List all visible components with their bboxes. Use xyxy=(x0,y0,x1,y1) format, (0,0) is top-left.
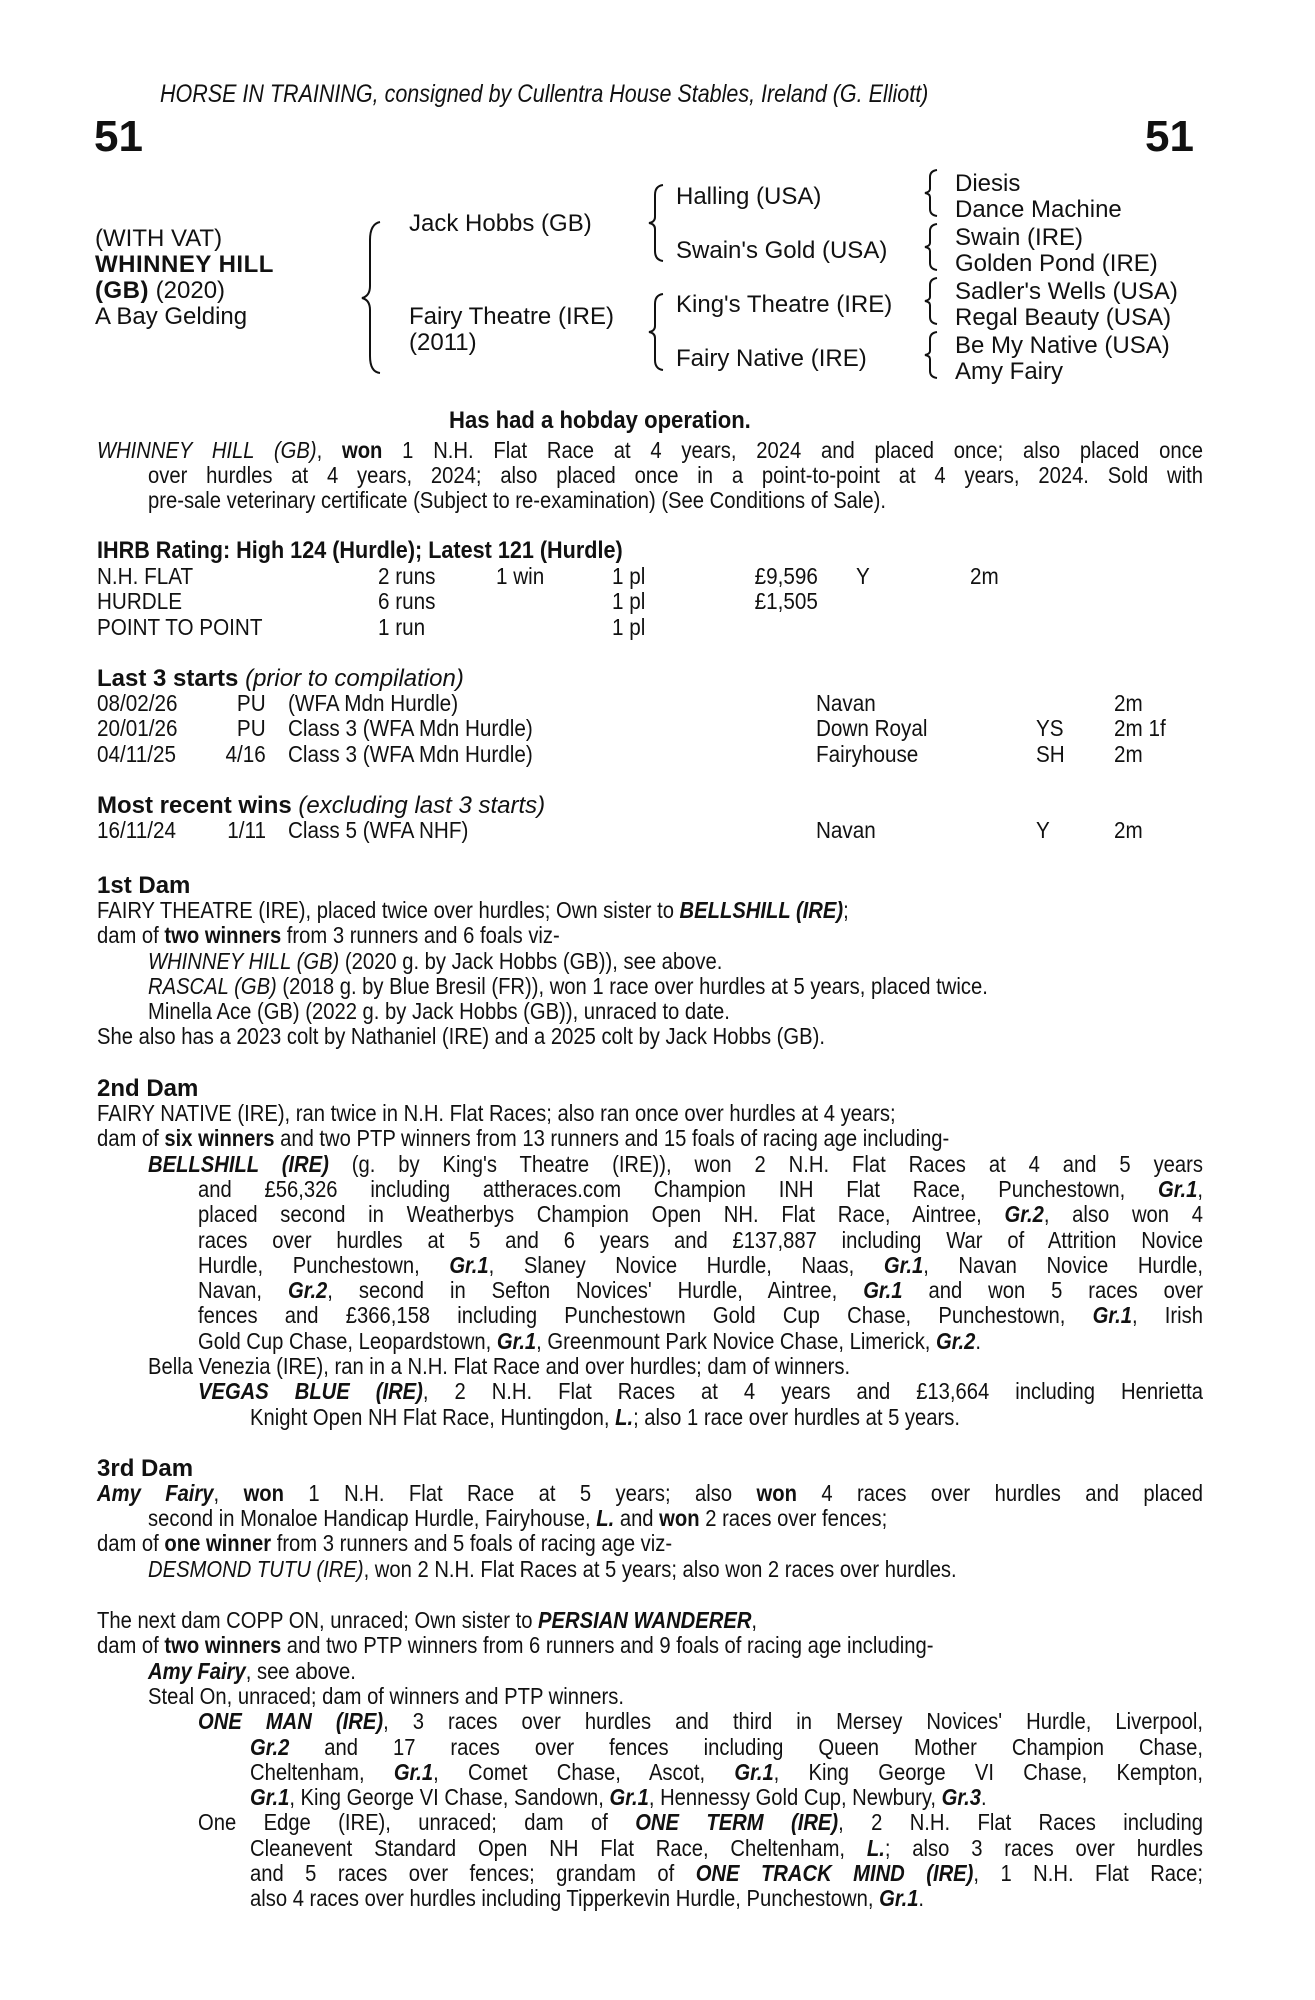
text-segment: She also has a 2023 colt by Nathaniel (IRE) and a 2025 colt by Jack Hobbs (GB). xyxy=(97,1023,825,1049)
text-segment: , second in Sefton Novices' Hurdle, Aintree, xyxy=(327,1277,864,1304)
cell-distance: 2m xyxy=(970,563,999,589)
first-dam-heading: 1st Dam xyxy=(97,872,191,899)
horse-name: WHINNEY HILL xyxy=(95,251,274,278)
text-line xyxy=(148,1683,701,1709)
pedigree-dam: Fairy Theatre (IRE) xyxy=(409,303,614,330)
text-line-content xyxy=(148,462,1203,488)
text-segment: also 4 races over hurdles including Tipperkevin Hurdle, Punchestown, xyxy=(250,1885,880,1912)
text-line-content xyxy=(97,1607,757,1633)
text-segment: and £56,326 including attheraces.com Champion INH Flat Race, Punchestown, xyxy=(198,1175,1159,1202)
cell-type: POINT TO POINT xyxy=(97,613,263,640)
cell-race: Class 3 (WFA Mdn Hurdle) xyxy=(288,715,533,742)
horse-year: (2020) xyxy=(148,277,226,304)
cell-runs: 1 run xyxy=(378,613,426,640)
text-segment: Navan, xyxy=(198,1277,288,1304)
vat-label: (WITH VAT) xyxy=(95,225,223,252)
text-line-content xyxy=(148,1151,1203,1177)
text-segment: dam of xyxy=(97,1125,165,1152)
cell-course: Navan xyxy=(816,817,876,843)
cell-date: 04/11/25 xyxy=(97,740,176,767)
cell-runs: 6 runs xyxy=(378,588,436,615)
emphasis-segment: won xyxy=(243,1480,284,1506)
emphasis-segment: Gr.1 xyxy=(609,1784,649,1811)
emphasis-segment: Amy Fairy xyxy=(97,1480,214,1506)
text-segment: , Irish xyxy=(1131,1302,1203,1329)
text-segment: One Edge (IRE), unraced; dam of xyxy=(198,1809,636,1836)
emphasis-segment: DESMOND TUTU (IRE) xyxy=(148,1556,364,1582)
cell-race: (WFA Mdn Hurdle) xyxy=(288,690,459,716)
emphasis-segment: Gr.1 xyxy=(863,1277,903,1304)
consignor-header-text: HORSE IN TRAINING, consigned by Cullentra House Stables, Ireland (G. Elliott) xyxy=(160,80,929,108)
emphasis-segment: BELLSHILL (IRE) xyxy=(148,1150,329,1177)
emphasis-segment: Gr.2 xyxy=(287,1277,328,1304)
text-segment: Gold Cup Chase, Leopardstown, xyxy=(198,1327,497,1354)
text-segment: , xyxy=(213,1480,244,1506)
hobday-notice-text: Has had a hobday operation. xyxy=(449,407,751,434)
emphasis-segment: Amy Fairy xyxy=(148,1657,246,1684)
emphasis-segment: won xyxy=(659,1505,700,1531)
cell-pos: 1/11 xyxy=(227,817,266,843)
text-line xyxy=(148,1151,1203,1177)
text-line xyxy=(148,998,825,1024)
text-segment: Steal On, unraced; dam of winners and PTP winners. xyxy=(148,1682,624,1709)
text-line-content xyxy=(148,1683,624,1709)
text-line-content xyxy=(148,1353,850,1379)
recent-wins-title: Most recent wins xyxy=(97,792,292,819)
pedigree-ggp: Diesis xyxy=(955,170,1021,197)
emphasis-segment: BELLSHILL (IRE) xyxy=(679,897,844,923)
text-line-content xyxy=(250,1885,924,1911)
text-line-content xyxy=(198,1302,1203,1328)
emphasis-segment: Gr.1 xyxy=(883,1251,924,1278)
text-line-content xyxy=(250,1784,987,1810)
cell-type: HURDLE xyxy=(97,588,183,615)
pedigree-brace-main xyxy=(360,220,384,375)
text-line xyxy=(148,1658,390,1684)
lot-number-left: 51 xyxy=(94,112,143,161)
text-segment: and xyxy=(614,1505,660,1531)
text-segment: Hurdle, Punchestown, xyxy=(198,1251,450,1278)
text-segment: , 2 N.H. Flat Races at 4 years and £13,664 including Henrietta xyxy=(422,1378,1203,1405)
text-segment: 1 N.H. Flat Race at 4 years, 2024 and placed once; also placed once xyxy=(382,437,1203,463)
emphasis-segment: Gr.1 xyxy=(449,1251,489,1278)
text-segment: Minella Ace (GB) (2022 g. by Jack Hobbs (GB)), unraced to date. xyxy=(148,998,730,1024)
text-segment: from 3 runners and 5 foals of racing age viz- xyxy=(271,1530,673,1556)
pedigree-sire-sire: Halling (USA) xyxy=(676,183,822,210)
text-segment: ; xyxy=(843,897,849,923)
text-line xyxy=(250,1885,1034,1911)
text-line-content xyxy=(148,1658,356,1684)
rating-heading xyxy=(97,537,681,565)
emphasis-segment: Gr.1 xyxy=(1158,1175,1198,1202)
text-segment: . xyxy=(975,1327,981,1354)
emphasis-segment: PERSIAN WANDERER xyxy=(538,1607,752,1633)
text-segment: . xyxy=(918,1885,925,1912)
text-segment: ; also 1 race over hurdles at 5 years. xyxy=(633,1403,960,1430)
recent-wins-heading xyxy=(97,792,545,820)
text-line xyxy=(250,1860,1203,1886)
text-segment: ; also 3 races over hurdles xyxy=(884,1834,1203,1861)
consignor-header xyxy=(160,80,1053,109)
text-segment: , see above. xyxy=(245,1657,356,1684)
cell-type: N.H. FLAT xyxy=(97,563,194,589)
text-line-content xyxy=(97,1632,934,1658)
pedigree-ggp: Swain (IRE) xyxy=(955,224,1084,251)
text-line-content xyxy=(148,487,886,513)
cell-placed: 1 pl xyxy=(612,613,646,640)
second-dam-heading: 2nd Dam xyxy=(97,1075,199,1102)
cell-prize: £1,505 xyxy=(754,588,818,615)
text-segment: fences and £366,158 including Punchestown Gold Cup Chase, Punchestown, xyxy=(198,1302,1093,1329)
text-segment: , also won 4 xyxy=(1043,1201,1203,1228)
text-line xyxy=(198,1302,1203,1328)
emphasis-segment: VEGAS BLUE (IRE) xyxy=(198,1378,423,1405)
text-segment: races over hurdles at 5 and 6 years and £137,887 including War of Attrition Novice xyxy=(198,1226,1203,1253)
cell-pos: PU xyxy=(237,690,266,716)
text-segment: , Navan Novice Hurdle, xyxy=(923,1251,1203,1278)
emphasis-segment: Gr.1 xyxy=(393,1758,434,1785)
text-segment: , xyxy=(751,1607,758,1633)
text-segment: and two PTP winners from 13 runners and 15 foals of racing age including- xyxy=(274,1125,950,1152)
text-segment: . xyxy=(980,1784,987,1811)
text-line-content xyxy=(198,1227,1203,1253)
text-segment: Knight Open NH Flat Race, Huntingdon, xyxy=(250,1403,616,1430)
cell-runs: 2 runs xyxy=(378,563,436,589)
emphasis-segment: Gr.1 xyxy=(1092,1302,1132,1329)
emphasis-segment: L. xyxy=(596,1505,615,1531)
text-line xyxy=(250,1404,1076,1430)
emphasis-segment: won xyxy=(341,437,383,463)
pedigree-dam-sire: King's Theatre (IRE) xyxy=(676,291,893,318)
text-segment: dam of xyxy=(97,922,165,948)
text-segment: 4 races over hurdles and placed xyxy=(796,1480,1203,1506)
third-dam-heading: 3rd Dam xyxy=(97,1455,194,1482)
emphasis-segment: ONE TRACK MIND (IRE) xyxy=(695,1860,974,1886)
text-line xyxy=(148,948,816,974)
text-line-content xyxy=(250,1734,1203,1760)
text-line xyxy=(97,922,635,948)
text-line xyxy=(198,1708,1203,1734)
text-segment: , won 2 N.H. Flat Races at 5 years; also won 2 races over hurdles. xyxy=(363,1556,957,1582)
emphasis-segment: Gr.2 xyxy=(250,1733,290,1760)
text-line xyxy=(97,1480,1203,1506)
emphasis-segment: Gr.1 xyxy=(879,1885,919,1912)
text-line-content xyxy=(148,948,722,974)
text-segment: FAIRY NATIVE (IRE), ran twice in N.H. Flat Races; also ran once over hurdles at 4 years; xyxy=(97,1100,896,1126)
text-segment: , King George VI Chase, Sandown, xyxy=(289,1784,610,1811)
text-segment: , Comet Chase, Ascot, xyxy=(433,1758,735,1785)
text-line-content xyxy=(97,1100,896,1126)
text-segment: from 3 runners and 6 foals viz- xyxy=(281,922,560,948)
emphasis-segment: WHINNEY HILL (GB) xyxy=(148,948,340,974)
emphasis-segment: L. xyxy=(615,1403,634,1430)
text-segment: 2 races over fences; xyxy=(699,1505,888,1531)
cell-prize: £9,596 xyxy=(754,563,818,589)
cell-race: Class 3 (WFA Mdn Hurdle) xyxy=(288,740,533,767)
text-segment: dam of xyxy=(97,1632,165,1659)
cell-date: 20/01/26 xyxy=(97,715,178,742)
pedigree-brace-dam xyxy=(647,292,667,372)
text-line-content xyxy=(148,973,988,999)
text-line xyxy=(198,1201,1203,1227)
hobday-notice xyxy=(449,407,777,435)
pedigree-dam-dam: Fairy Native (IRE) xyxy=(676,345,867,372)
text-segment: FAIRY THEATRE (IRE), placed twice over hurdles; Own sister to xyxy=(97,897,680,923)
cell-going: SH xyxy=(1036,740,1065,767)
pedigree-brace-gg3 xyxy=(923,276,941,326)
text-segment: The next dam COPP ON, unraced; Own sister to xyxy=(97,1607,539,1633)
pedigree-sire-dam: Swain's Gold (USA) xyxy=(676,237,888,264)
lot-number-right: 51 xyxy=(1145,112,1194,161)
text-line-content xyxy=(198,1201,1203,1227)
emphasis-segment: one winner xyxy=(164,1530,272,1556)
text-line xyxy=(148,487,1006,513)
text-segment: and 5 races over fences; grandam of xyxy=(250,1860,696,1886)
text-line xyxy=(97,1125,1088,1151)
text-segment: , Greenmount Park Novice Chase, Limerick, xyxy=(536,1327,937,1354)
text-line xyxy=(198,1328,1108,1354)
last-starts-note: (prior to compilation) xyxy=(238,665,464,692)
text-segment: 1 N.H. Flat Race at 5 years; also xyxy=(283,1480,757,1506)
text-line-content xyxy=(198,1378,1203,1404)
horse-description: A Bay Gelding xyxy=(95,303,248,330)
emphasis-segment: ONE MAN (IRE) xyxy=(198,1708,384,1735)
text-line xyxy=(97,1100,1026,1126)
text-line xyxy=(198,1809,1203,1835)
text-segment: and two PTP winners from 6 runners and 9 foals of racing age including- xyxy=(281,1632,934,1659)
cell-course: Fairyhouse xyxy=(816,740,919,767)
text-line xyxy=(250,1835,1203,1861)
emphasis-segment: Gr.2 xyxy=(936,1327,976,1354)
text-line-content xyxy=(148,998,730,1024)
emphasis-segment: RASCAL (GB) xyxy=(148,973,277,999)
text-segment: , Hennessy Gold Cup, Newbury, xyxy=(648,1784,942,1811)
text-line-content xyxy=(97,1125,949,1151)
text-line xyxy=(198,1176,1203,1202)
text-segment: , 1 N.H. Flat Race; xyxy=(973,1860,1204,1886)
pedigree-brace-gg2 xyxy=(923,222,941,272)
text-line-content xyxy=(97,922,560,948)
text-line xyxy=(97,1530,766,1556)
emphasis-segment: ONE TERM (IRE) xyxy=(635,1809,839,1836)
emphasis-segment: Gr.1 xyxy=(250,1784,290,1811)
emphasis-segment: Gr.1 xyxy=(734,1758,774,1785)
emphasis-segment: Gr.1 xyxy=(496,1327,537,1354)
pedigree-ggp: Regal Beauty (USA) xyxy=(955,304,1172,331)
cell-pos: PU xyxy=(237,715,266,742)
text-line xyxy=(198,1378,1203,1404)
text-segment: and 17 races over fences including Queen Mother Champion Chase, xyxy=(289,1733,1203,1760)
emphasis-segment: Gr.2 xyxy=(1004,1201,1044,1228)
cell-placed: 1 pl xyxy=(612,588,646,615)
text-segment: and won 5 races over xyxy=(902,1277,1203,1304)
text-segment: Bella Venezia (IRE), ran in a N.H. Flat Race and over hurdles; dam of winners. xyxy=(148,1353,851,1379)
cell-race: Class 5 (WFA NHF) xyxy=(288,817,469,843)
emphasis-segment: won xyxy=(756,1480,797,1506)
cell-distance: 2m xyxy=(1114,740,1143,767)
emphasis-segment: two winners xyxy=(164,1632,282,1659)
text-line xyxy=(250,1784,1107,1810)
pedigree-brace-gg4 xyxy=(923,330,941,380)
text-line-content xyxy=(97,1480,1203,1506)
text-line xyxy=(148,973,1125,999)
cell-pos: 4/16 xyxy=(225,740,266,767)
text-segment: Cleanevent Standard Open NH Flat Race, Cheltenham, xyxy=(250,1834,867,1861)
text-line xyxy=(250,1734,1203,1760)
text-segment: pre-sale veterinary certificate (Subject to re-examination) (See Conditions of Sale). xyxy=(148,487,887,513)
text-segment: (2020 g. by Jack Hobbs (GB)), see above. xyxy=(339,948,723,974)
horse-origin-year xyxy=(95,277,225,305)
text-segment: (g. by King's Theatre (IRE)), won 2 N.H. Flat Races at 4 and 5 years xyxy=(328,1150,1203,1177)
text-segment: (2018 g. by Blue Bresil (FR)), won 1 race over hurdles at 5 years, placed twice. xyxy=(276,973,988,999)
text-segment: , Slaney Novice Hurdle, Naas, xyxy=(488,1251,884,1278)
text-segment: , xyxy=(316,437,342,463)
text-segment: dam of xyxy=(97,1530,165,1556)
cell-course: Down Royal xyxy=(816,715,928,742)
text-line-content xyxy=(198,1708,1203,1734)
last-starts-title: Last 3 starts xyxy=(97,665,239,692)
text-line-content xyxy=(148,1556,957,1582)
emphasis-segment: WHINNEY HILL (GB) xyxy=(97,437,317,463)
text-line xyxy=(97,437,1203,463)
text-segment: , 3 races over hurdles and third in Mersey Novices' Hurdle, Liverpool, xyxy=(383,1708,1204,1735)
cell-going: YS xyxy=(1036,715,1064,742)
horse-country: (GB) xyxy=(95,277,149,304)
text-line-content xyxy=(97,1023,825,1049)
text-line xyxy=(97,1607,864,1633)
text-line-content xyxy=(97,1530,672,1556)
text-line xyxy=(198,1277,1203,1303)
text-line xyxy=(97,897,971,923)
rating-heading-text: IHRB Rating: High 124 (Hurdle); Latest 121 (Hurdle) xyxy=(97,537,623,564)
recent-wins-note: (excluding last 3 starts) xyxy=(291,792,546,819)
pedigree-ggp: Sadler's Wells (USA) xyxy=(955,278,1178,305)
cell-date: 08/02/26 xyxy=(97,690,178,716)
text-line-content xyxy=(148,1505,887,1531)
text-line-content xyxy=(250,1759,1203,1785)
pedigree-ggp: Amy Fairy xyxy=(955,358,1063,385)
text-line xyxy=(148,462,1203,488)
text-line xyxy=(198,1227,1203,1253)
text-line xyxy=(198,1252,1203,1278)
text-line-content xyxy=(250,1835,1203,1861)
pedigree-ggp: Dance Machine xyxy=(955,196,1122,223)
text-segment: , 2 N.H. Flat Races including xyxy=(838,1809,1203,1836)
text-line xyxy=(97,1023,943,1049)
emphasis-segment: L. xyxy=(866,1834,885,1861)
emphasis-segment: six winners xyxy=(164,1125,275,1152)
text-line xyxy=(250,1759,1203,1785)
text-line-content xyxy=(250,1404,960,1430)
cell-wins: 1 win xyxy=(496,563,545,589)
cell-distance: 2m 1f xyxy=(1114,715,1166,742)
text-segment: , xyxy=(1197,1175,1203,1202)
pedigree-dam-year: (2011) xyxy=(409,329,477,356)
text-line-content xyxy=(97,897,849,923)
text-line-content xyxy=(198,1809,1203,1835)
pedigree-sire: Jack Hobbs (GB) xyxy=(409,210,592,237)
text-line xyxy=(148,1353,964,1379)
text-line-content xyxy=(250,1860,1203,1886)
cell-date: 16/11/24 xyxy=(97,817,176,843)
cell-placed: 1 pl xyxy=(612,563,646,589)
text-segment: Cheltenham, xyxy=(250,1758,394,1785)
cell-distance: 2m xyxy=(1114,817,1143,843)
text-line-content xyxy=(198,1328,981,1354)
pedigree-brace-gg1 xyxy=(923,168,941,218)
pedigree-ggp: Golden Pond (IRE) xyxy=(955,250,1158,277)
cell-course: Navan xyxy=(816,690,876,716)
emphasis-segment: Gr.3 xyxy=(941,1784,981,1811)
text-segment: , King George VI Chase, Kempton, xyxy=(773,1758,1204,1785)
text-segment: second in Monaloe Handicap Hurdle, Fairyhouse, xyxy=(148,1505,597,1531)
text-line xyxy=(97,1632,1070,1658)
text-line-content xyxy=(198,1252,1203,1278)
text-line-content xyxy=(97,437,1203,463)
cell-distance: 2m xyxy=(1114,690,1143,716)
text-line xyxy=(148,1556,1088,1582)
text-segment: over hurdles at 4 years, 2024; also placed once in a point-to-point at 4 years, 2024. Sold with xyxy=(148,462,1203,488)
cell-going: Y xyxy=(1036,817,1050,843)
text-line xyxy=(148,1505,1008,1531)
emphasis-segment: two winners xyxy=(164,922,282,948)
cell-going: Y xyxy=(856,563,870,589)
pedigree-ggp: Be My Native (USA) xyxy=(955,332,1170,359)
text-line-content xyxy=(198,1277,1203,1303)
pedigree-brace-sire xyxy=(647,183,667,263)
last-starts-heading xyxy=(97,665,464,693)
text-line-content xyxy=(198,1176,1203,1202)
text-segment: placed second in Weatherbys Champion Open NH. Flat Race, Aintree, xyxy=(198,1201,1005,1228)
